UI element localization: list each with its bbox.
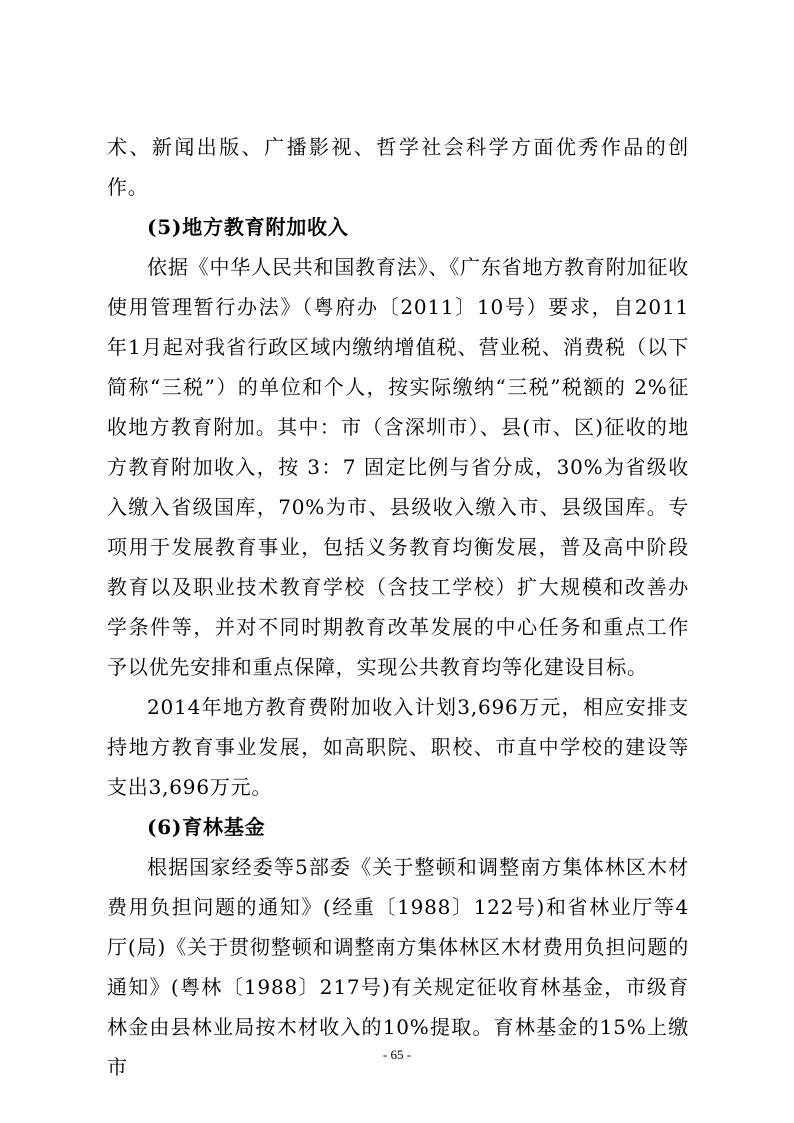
paragraph-continuation: 术、新闻出版、广播影视、哲学社会科学方面优秀作品的创作。 — [107, 135, 689, 199]
document-body — [107, 127, 689, 1087]
paragraph-forestry-fund-basis: 根据国家经委等5部委《关于整顿和调整南方集体林区木材费用负担问题的通知》(经重〔1988〕122号)和省林业厅等4厅(局)《关于贯彻整顿和调整南方集体林区木材费用负担问题的通知》(粤林〔1988〕217号)有关规定征收育林基金，市级育林金由县林业局按木材收入的10%提取。育林基金的15%上缴市 — [107, 855, 689, 1079]
paragraph-education-surcharge-basis: 依据《中华人民共和国教育法》、《广东省地方教育附加征收使用管理暂行办法》（粤府办〔2011〕10号）要求，自2011年1月起对我省行政区域内缴纳增值税、营业税、消费税（以下简称“三税”）的单位和个人，按实际缴纳“三税”税额的 2%征收地方教育附加。其中：市（含深圳市）、县(市、区)征收的地方教育附加收入，按 3：7 固定比例与省分成，30%为省级收入缴入省级国库，70%为市、县级收入缴入市、县级国库。专项用于发展教育事业，包括义务教育均衡发展，普及高中阶段教育以及职业技术教育学校（含技工学校）扩大规模和改善办学条件等，并对不同时期教育改革发展的中心任务和重点工作予以优先安排和重点保障，实现公共教育均等化建设目标。 — [107, 255, 689, 679]
section-heading-local-education-surcharge: (5)地方教育附加收入 — [147, 215, 349, 239]
page-number: - 65 - — [382, 1047, 412, 1062]
section-heading-forestry-fund: (6)育林基金 — [147, 815, 266, 839]
paragraph-education-surcharge-plan: 2014年地方教育费附加收入计划3,696万元，相应安排支持地方教育事业发展，如高职院、职校、市直中学校的建设等支出3,696万元。 — [107, 695, 689, 799]
